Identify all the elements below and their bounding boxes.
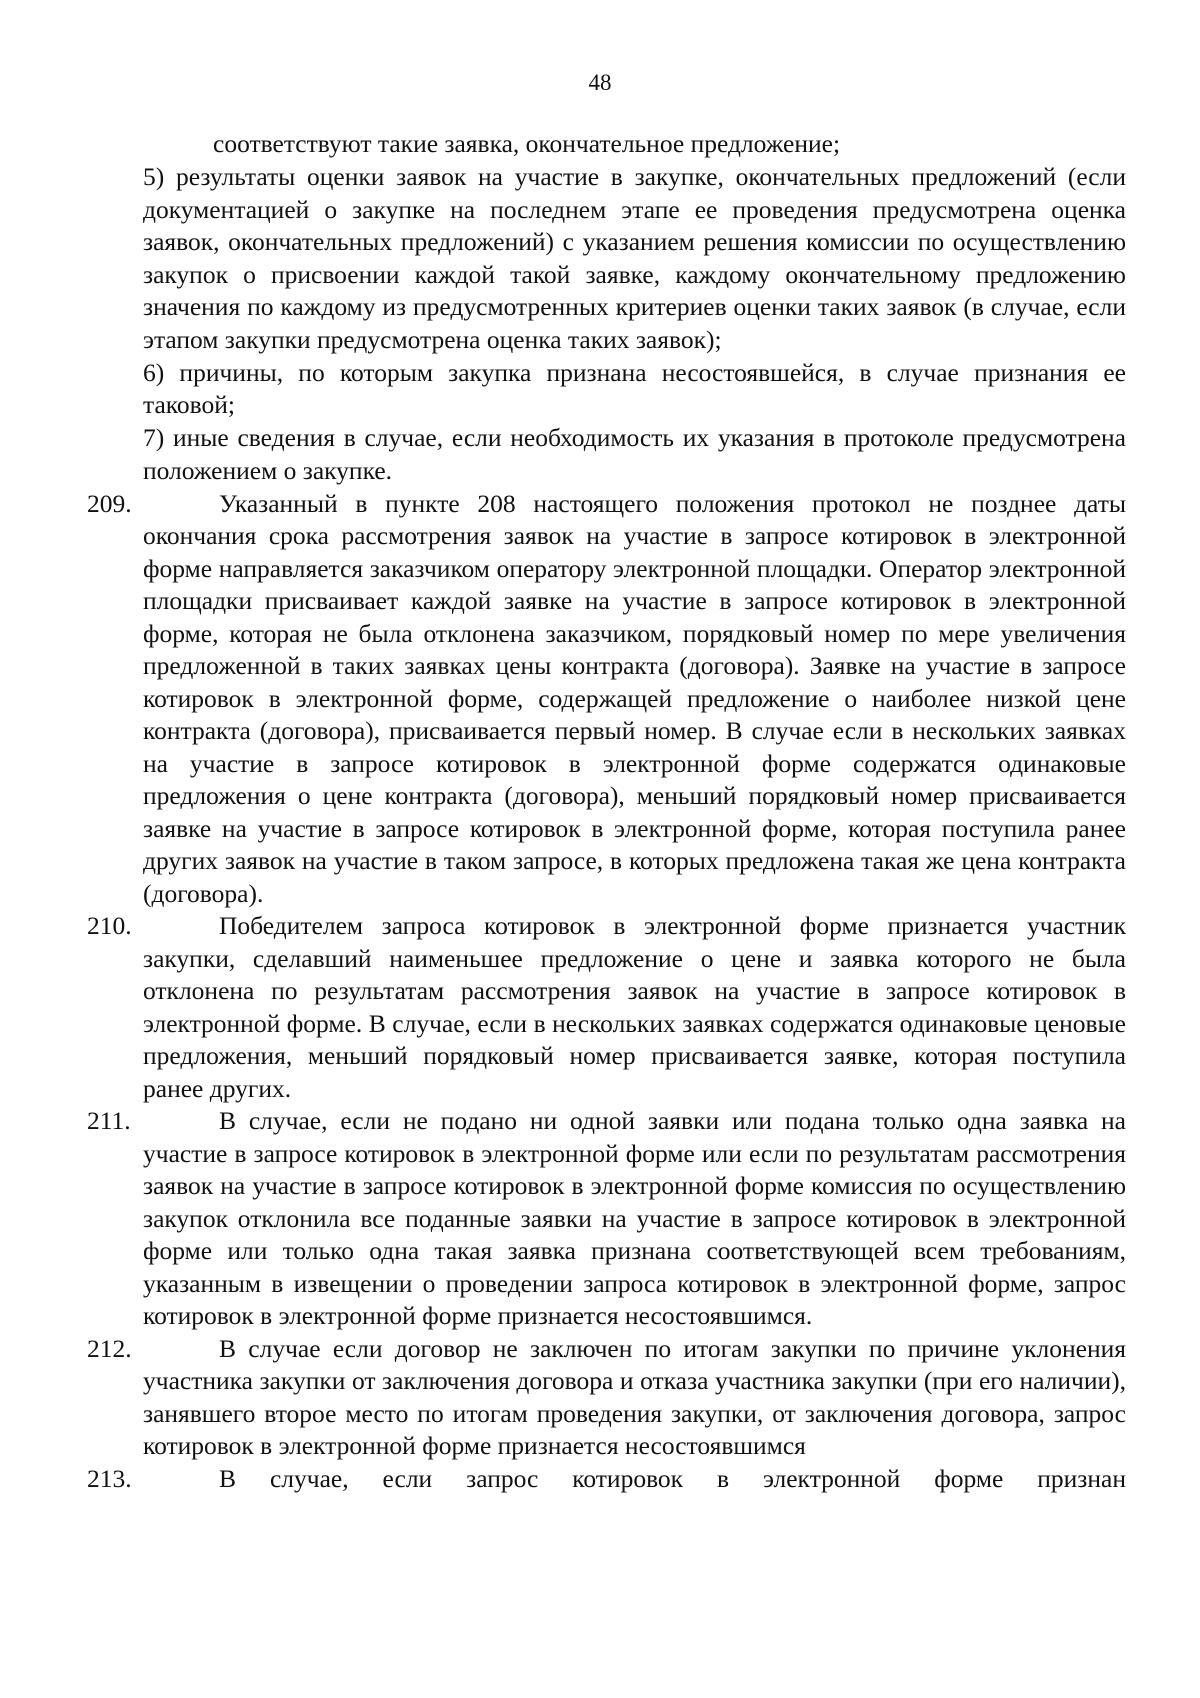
clause-text: В случае, если запрос котировок в электронной форме признан bbox=[219, 1463, 1126, 1493]
clause-212 bbox=[87, 1333, 1126, 1463]
paragraph-item-7: 7) иные сведения в случае, если необходимость их указания в протоколе предусмотрена положением о закупке. bbox=[143, 423, 1126, 485]
clause-number: 210. bbox=[87, 911, 132, 941]
clause-210 bbox=[87, 910, 1126, 1105]
paragraph-continuation: соответствуют такие заявка, окончательное предложение; bbox=[213, 129, 841, 158]
clause-211 bbox=[87, 1105, 1126, 1333]
clause-number: 211. bbox=[87, 1106, 131, 1136]
clause-text: Победителем запроса котировок в электронной форме признается участник закупки, сделавший наименьшее предложение о цене и заявка которого не была отклонена по результатам рассмотрения заявок на участие в запросе котировок в электронной форме. В случае, если в нескольких заявках содержатся одинаковые ценовые предложения, меньший порядковый номер присваивается заявке, которая поступила ранее других. bbox=[143, 911, 1126, 1103]
document-body bbox=[87, 128, 1126, 1495]
page-number: 48 bbox=[588, 70, 612, 95]
paragraph-item-6: 6) причины, по которым закупка признана несостоявшейся, в случае признания ее таковой; bbox=[143, 357, 1126, 420]
clause-209 bbox=[87, 488, 1126, 911]
clause-text: Указанный в пункте 208 настоящего положения протокол не позднее даты окончания срока рассмотрения заявок на участие в запросе котировок в электронной форме направляется заказчиком оператору электронной площадки. Оператор электронной площадки присваивает каждой заявке на участие в запросе котировок в электронной форме, которая не была отклонена заказчиком, порядковый номер по мере увеличения предложенной в таких заявках цены контракта (договора). Заявке на участие в запросе котировок в электронной форме, содержащей предложение о наиболее низкой цене контракта (договора), присваивается первый номер. В случае если в нескольких заявках на участие в запросе котировок в электронной форме содержатся одинаковые предложения о цене контракта (договора), меньший порядковый номер присваивается заявке на участие в запросе котировок в электронной форме, которая поступила ранее других заявок на участие в таком запросе, в которых предложена такая же цена контракта (договора). bbox=[143, 488, 1126, 908]
clause-213 bbox=[87, 1463, 1126, 1496]
clause-number: 212. bbox=[87, 1333, 132, 1363]
clause-number: 209. bbox=[87, 488, 132, 518]
paragraph-item-5: 5) результаты оценки заявок на участие в закупке, окончательных предложений (если документацией о закупке на последнем этапе ее проведения предусмотрена оценка заявок, окончательных предложений) с указанием решения комиссии по осуществлению закупок о присвоении каждой такой заявке, каждому окончательному предложению значения по каждому из предусмотренных критериев оценки таких заявок (в случае, если этапом закупки предусмотрена оценка таких заявок); bbox=[143, 162, 1126, 354]
clause-text: В случае, если не подано ни одной заявки или подана только одна заявка на участие в запросе котировок в электронной форме или если по результатам рассмотрения заявок на участие в запросе котировок в электронной форме комиссия по осуществлению закупок отклонила все поданные заявки на участие в запросе котировок в электронной форме или только одна такая заявка признана соответствующей всем требованиям, указанным в извещении о проведении запроса котировок в электронной форме, запрос котировок в электронной форме признается несостоявшимся. bbox=[143, 1106, 1126, 1331]
clause-number: 213. bbox=[87, 1463, 132, 1493]
clause-text: В случае если договор не заключен по итогам закупки по причине уклонения участника закупки от заключения договора и отказа участника закупки (при его наличии), занявшего второе место по итогам проведения закупки, от заключения договора, запрос котировок в электронной форме признается несостоявшимся bbox=[143, 1333, 1126, 1461]
